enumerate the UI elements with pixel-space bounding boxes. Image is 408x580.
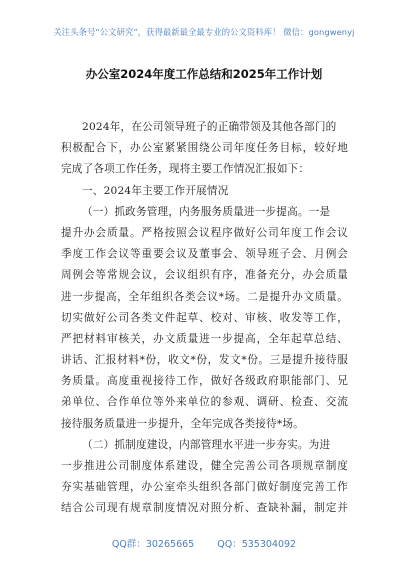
paragraph-line: 结合公司现有规章制度情况对照分析、查缺补漏，制定并 — [61, 502, 348, 515]
paragraph-line: 完成了各项工作任务，现将主要工作情况汇报如下： — [61, 163, 310, 176]
paragraph-line: 弟单位、合作单位等外来单位的参观、调研、检查、交流 — [61, 396, 348, 409]
paragraph-line: 提升办会质量。严格按照会议程序做好公司年度工作会议 — [61, 226, 348, 239]
paragraph-line: 务质量。高度重视接待工作，做好各级政府职能部门、兄 — [61, 375, 348, 388]
paragraph-line: （一）抓政务管理，内务服务质量进一步提高。一是 — [82, 205, 331, 218]
paragraph-line: 夯实基础管理，办公室牵头组织各部门做好制度完善工作 — [61, 481, 348, 494]
header-banner: 关注头条号“公文研究”，获得最新最全最专业的公文资料库！ 微信：gongwenyj — [53, 27, 355, 37]
section-heading: 一、2024年主要工作开展情况 — [82, 184, 229, 197]
paragraph-line: 切实做好公司各类文件起草、校对、审核、收发等工作， — [61, 311, 348, 324]
paragraph-line: 一步推进公司制度体系建设，健全完善公司各项规章制度 — [61, 460, 348, 472]
qq-number-label: QQ：535304092 — [217, 539, 297, 550]
paragraph-line: 2024年，在公司领导班子的正确带领及其他各部门的 — [82, 121, 337, 133]
paragraph-line: 周例会等常规会议，会议组织有序，准备充分，办会质量 — [61, 269, 348, 282]
qq-group-label: QQ群：30265665 — [111, 539, 195, 550]
paragraph-line: 严把材料审核关，办文质量进一步提高，全年起草总结、 — [61, 332, 348, 345]
paragraph-line: 讲话、汇报材料*份，收文*份，发文*份。三是提升接待服 — [61, 354, 348, 367]
paragraph-line: 季度工作会议等重要会议及董事会、领导班子会、月例会 — [61, 248, 348, 261]
footer-contact — [0, 536, 408, 550]
paragraph-line: 积极配合下，办公室紧紧围绕公司年度任务目标，较好地 — [61, 142, 348, 155]
paragraph-line: 进一步提高，全年组织各类会议*场。二是提升办文质量。 — [61, 290, 348, 303]
page-title: 办公室2024年度工作总结和2025年工作计划 — [85, 67, 323, 81]
document-body — [61, 117, 348, 520]
paragraph-line: 接待服务质量进一步提升，全年完成各类接待*场。 — [61, 417, 304, 430]
paragraph-line: （二）抓制度建设，内部管理水平进一步夯实。为进 — [82, 438, 331, 451]
